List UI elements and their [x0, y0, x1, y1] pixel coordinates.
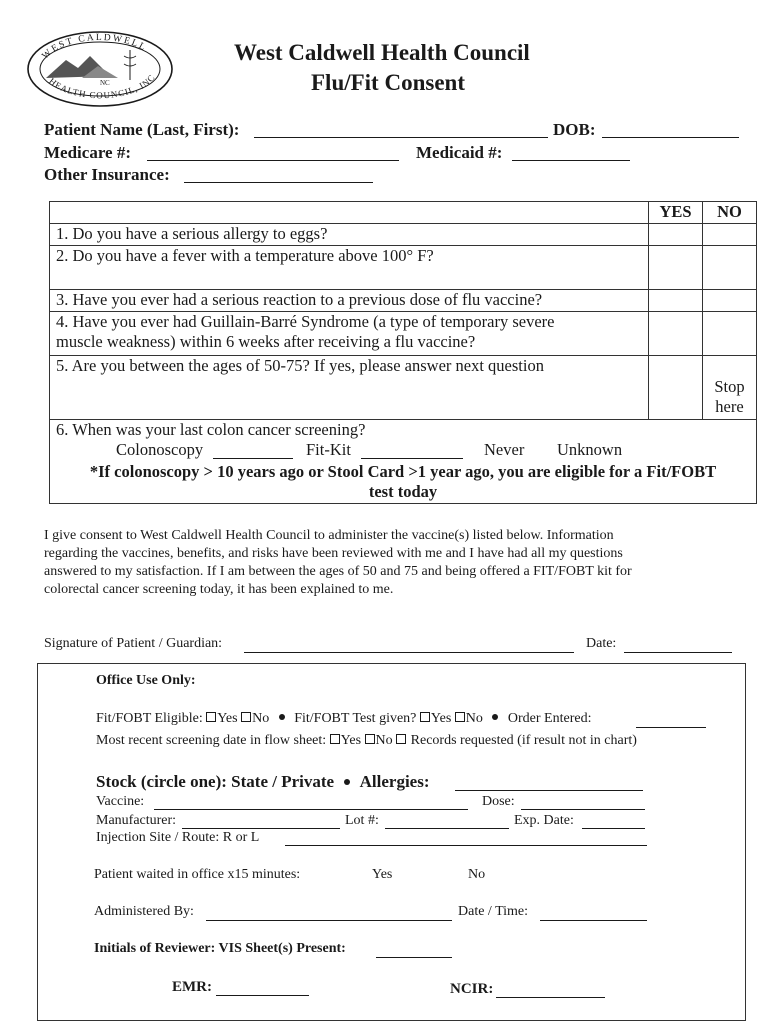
signature-date-field[interactable] [624, 652, 732, 653]
dob-field[interactable] [602, 137, 739, 138]
exp-date-field[interactable] [582, 828, 645, 829]
injection-site-label: Injection Site / Route: R or L [96, 830, 260, 845]
bullet-icon [279, 714, 285, 720]
manufacturer-field[interactable] [182, 828, 340, 829]
eligibility-note-line2: test today [368, 482, 438, 501]
stock-row [96, 772, 430, 792]
initials-reviewer-label: Initials of Reviewer: VIS Sheet(s) Present: [94, 941, 346, 956]
q3-yes-cell[interactable] [649, 290, 703, 312]
recent-no-checkbox[interactable] [365, 734, 375, 744]
medicare-label: Medicare #: [44, 143, 132, 162]
q5-no-cell[interactable] [703, 356, 757, 420]
waited-no-option[interactable]: No [468, 867, 486, 882]
question-row [50, 246, 757, 290]
question-row [50, 312, 757, 356]
stock-label: Stock (circle one): State / Private [96, 772, 335, 791]
question-2: 2. Do you have a fever with a temperature above 100° F? [50, 246, 649, 290]
emr-label: EMR: [172, 979, 212, 995]
table-header-blank [50, 202, 649, 224]
allergies-label: Allergies: [359, 772, 430, 791]
other-insurance-label: Other Insurance: [44, 165, 170, 184]
question-4-line2: muscle weakness) within 6 weeks after receiving a flu vaccine? [56, 332, 476, 351]
bullet-icon [492, 714, 498, 720]
administered-by-field[interactable] [206, 920, 452, 921]
injection-site-field[interactable] [285, 845, 647, 846]
q4-yes-cell[interactable] [649, 312, 703, 356]
eligible-yes-checkbox[interactable] [206, 712, 216, 722]
patient-name-field[interactable] [254, 137, 548, 138]
screening-questions-table [49, 201, 757, 504]
lot-label: Lot #: [345, 813, 379, 828]
emr-field[interactable] [216, 995, 309, 996]
waited-yes-option[interactable]: Yes [372, 867, 393, 882]
signature-date-label: Date: [586, 636, 617, 651]
dose-label: Dose: [482, 794, 515, 809]
consent-line-3: answered to my satisfaction. If I am between the ages of 50 and 75 and being offered a FIT/FOBT kit for [44, 564, 632, 579]
dob-label: DOB: [553, 120, 596, 139]
exp-date-label: Exp. Date: [514, 813, 574, 828]
recent-yes-checkbox[interactable] [330, 734, 340, 744]
records-requested-label: Records requested (if result not in chart) [410, 733, 637, 748]
form-title: West Caldwell Health Council [234, 40, 530, 65]
form-subtitle: Flu/Fit Consent [311, 70, 465, 95]
question-3: 3. Have you ever had a serious reaction to a previous dose of flu vaccine? [50, 290, 649, 312]
administered-by-label: Administered By: [94, 904, 194, 919]
question-4 [50, 312, 649, 356]
office-use-heading: Office Use Only: [96, 673, 196, 688]
fitkit-date-field[interactable] [361, 458, 463, 459]
q1-no-cell[interactable] [703, 224, 757, 246]
fitkit-option: Fit-Kit [306, 440, 351, 459]
eligible-yes-label: Yes [217, 711, 238, 726]
health-council-logo [26, 30, 174, 108]
eligible-no-label: No [252, 711, 270, 726]
records-requested-checkbox[interactable] [396, 734, 406, 744]
vaccine-label: Vaccine: [96, 794, 145, 809]
q3-no-cell[interactable] [703, 290, 757, 312]
question-row [50, 356, 757, 420]
ncir-field[interactable] [496, 997, 605, 998]
unknown-option[interactable]: Unknown [557, 440, 623, 459]
eligibility-note-line1: *If colonoscopy > 10 years ago or Stool Card >1 year ago, you are eligible for a Fit/FOBT [89, 462, 717, 481]
eligible-no-checkbox[interactable] [241, 712, 251, 722]
question-row [50, 290, 757, 312]
consent-line-4: colorectal cancer screening today, it has been explained to me. [44, 582, 394, 597]
question-row [50, 420, 757, 504]
bullet-icon [344, 779, 350, 785]
medicare-field[interactable] [147, 160, 399, 161]
manufacturer-label: Manufacturer: [96, 813, 177, 828]
vaccine-field[interactable] [154, 809, 468, 810]
q4-no-cell[interactable] [703, 312, 757, 356]
test-given-label: Fit/FOBT Test given? [294, 711, 417, 726]
q2-no-cell[interactable] [703, 246, 757, 290]
question-6: 6. When was your last colon cancer screening? [56, 420, 366, 439]
dose-field[interactable] [521, 809, 645, 810]
yes-column-header: YES [649, 202, 703, 224]
q6-options [56, 440, 750, 462]
no-column-header: NO [703, 202, 757, 224]
logo-state-text: NC [100, 79, 110, 87]
test-given-yes-label: Yes [430, 711, 452, 726]
date-time-label: Date / Time: [458, 904, 529, 919]
recent-screening-row [96, 733, 637, 749]
medicaid-label: Medicaid #: [416, 143, 503, 162]
stop-line1: Stop [714, 377, 745, 396]
consent-line-1: I give consent to West Caldwell Health Council to administer the vaccine(s) listed below. Information [44, 528, 614, 543]
q5-yes-cell[interactable] [649, 356, 703, 420]
signature-label: Signature of Patient / Guardian: [44, 636, 223, 651]
fobt-eligible-label: Fit/FOBT Eligible: [96, 711, 203, 726]
waited-label: Patient waited in office x15 minutes: [94, 867, 301, 882]
question-1: 1. Do you have a serious allergy to eggs? [50, 224, 649, 246]
colonoscopy-option: Colonoscopy [116, 440, 204, 459]
q2-yes-cell[interactable] [649, 246, 703, 290]
signature-field[interactable] [244, 652, 574, 653]
question-6-cell [50, 420, 757, 504]
never-option[interactable]: Never [484, 440, 525, 459]
initials-reviewer-field[interactable] [376, 957, 452, 958]
question-5: 5. Are you between the ages of 50-75? If yes, please answer next question [50, 356, 649, 420]
colonoscopy-date-field[interactable] [213, 458, 293, 459]
fobt-eligible-row [96, 711, 591, 727]
date-time-field[interactable] [540, 920, 647, 921]
ncir-label: NCIR: [450, 981, 494, 997]
logo-top-text: WEST CALDWELL [40, 32, 149, 62]
consent-line-2: regarding the vaccines, benefits, and risks have been reviewed with me and I have had all my questions [44, 546, 623, 561]
patient-name-label: Patient Name (Last, First): [44, 120, 240, 139]
svg-text:WEST CALDWELL [40, 33, 148, 61]
other-insurance-field[interactable] [184, 182, 373, 183]
stop-line2: here [715, 397, 744, 416]
recent-yes-label: Yes [340, 733, 362, 748]
test-given-no-label: No [465, 711, 483, 726]
test-given-yes-checkbox[interactable] [420, 712, 430, 722]
order-entered-label: Order Entered: [507, 711, 592, 726]
recent-no-label: No [375, 733, 393, 748]
medicaid-field[interactable] [512, 160, 630, 161]
lot-field[interactable] [385, 828, 509, 829]
recent-screening-label: Most recent screening date in flow sheet: [96, 733, 327, 748]
order-entered-field[interactable] [636, 727, 706, 728]
question-4-line1: 4. Have you ever had Guillain-Barré Syndrome (a type of temporary severe [56, 312, 555, 331]
q1-yes-cell[interactable] [649, 224, 703, 246]
logo-bottom-text: HEALTH COUNCIL, INC [47, 72, 158, 101]
question-row [50, 224, 757, 246]
test-given-no-checkbox[interactable] [455, 712, 465, 722]
allergies-field[interactable] [455, 790, 643, 791]
